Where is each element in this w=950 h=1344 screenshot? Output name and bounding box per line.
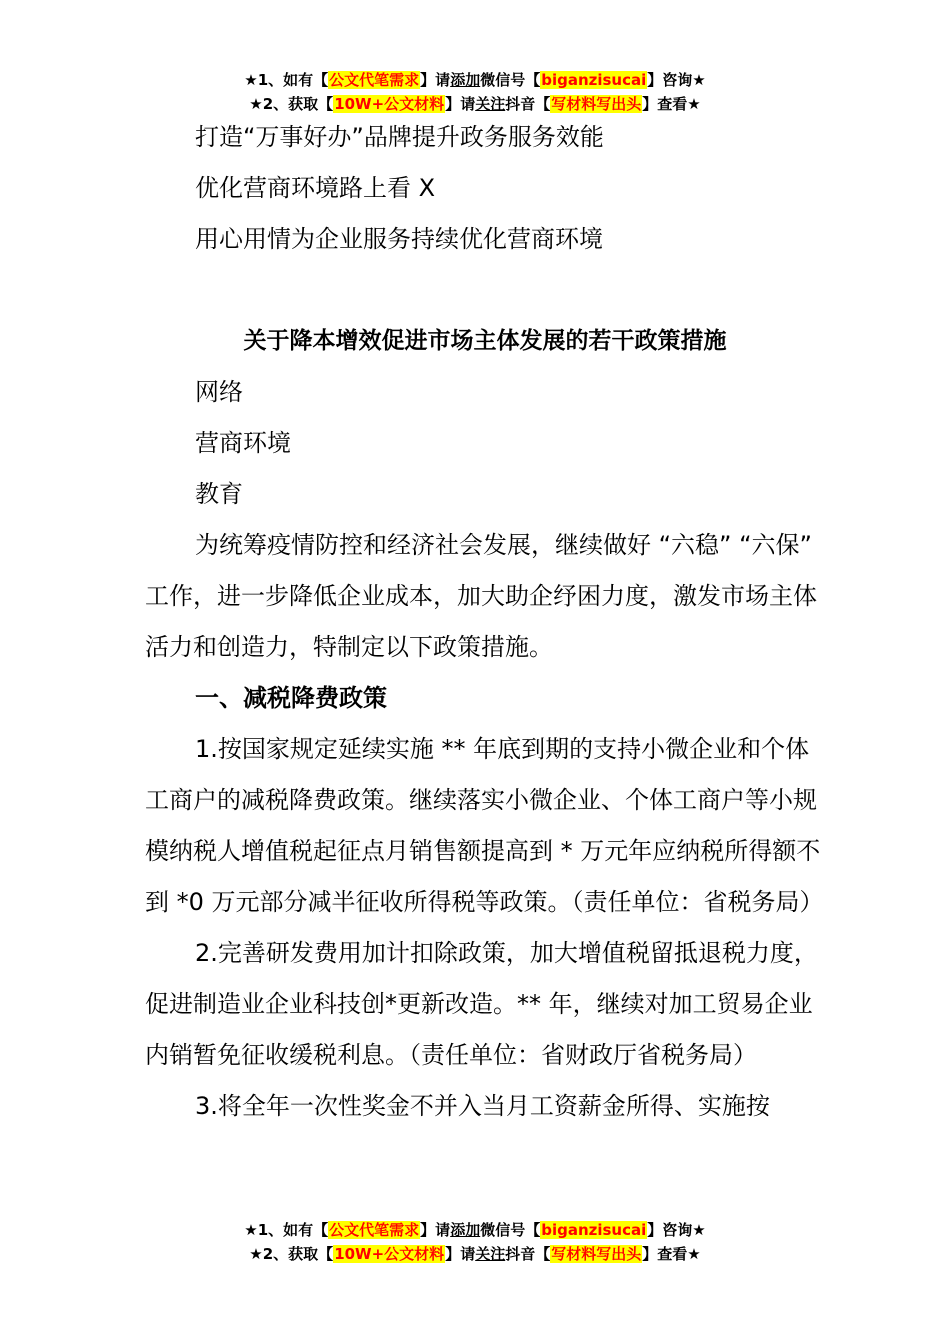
policy-item-2: 2.完善研发费用加计扣除政策，加大增值税留抵退税力度，促进制造业企业科技创*更新改造。** 年，继续对加工贸易企业内销暂免征收缓税利息。（责任单位：省财政厅省税务局） <box>145 939 818 1069</box>
policy-item-1: 1.按国家规定延续实施 ** 年底到期的支持小微企业和个体工商户的减税降费政策。继续落实小微企业、个体工商户等小规模纳税人增值税起征点月销售额提高到 * 万元年应纳税所得额不到 *0 万元部分减半征收所得税等政策。（责任单位：省税务局） <box>145 735 824 916</box>
banner-line-2: ★2、获取【10W+公文材料】请关注抖音【写材料写出头】查看★ <box>249 1245 701 1263</box>
banner-line-2: ★2、获取【10W+公文材料】请关注抖音【写材料写出头】查看★ <box>249 95 701 113</box>
banner-line-1: ★1、如有【公文代笔需求】请添加微信号【biganzisucai】咨询★ <box>244 1221 706 1239</box>
highlight-wechat-id: biganzisucai <box>541 71 647 89</box>
spacer <box>145 265 825 316</box>
document-body <box>145 112 825 1132</box>
intro-paragraph: 为统筹疫情防控和经济社会发展，继续做好 “六稳” “六保” 工作，进一步降低企业成本，加大助企纾困力度，激发市场主体活力和创造力，特制定以下政策措施。 <box>145 531 817 661</box>
highlight-service: 公文代笔需求 <box>329 1221 420 1239</box>
heading-line-2: 优化营商环境路上看 X <box>195 174 436 202</box>
highlight-douyin-id: 写材料写出头 <box>551 1245 642 1263</box>
highlight-wechat-id: biganzisucai <box>541 1221 647 1239</box>
highlight-douyin-id: 写材料写出头 <box>551 95 642 113</box>
heading-line-3: 用心用情为企业服务持续优化营商环境 <box>195 225 603 253</box>
tag-network: 网络 <box>195 378 243 406</box>
policy-item-3: 3.将全年一次性奖金不并入当月工资薪金所得、实施按 <box>195 1092 770 1120</box>
highlight-materials: 10W+公文材料 <box>334 95 445 113</box>
tag-education: 教育 <box>195 480 243 508</box>
section-heading-1: 一、减税降费政策 <box>195 684 387 712</box>
heading-line-1: 打造“万事好办”品牌提升政务服务效能 <box>195 123 604 151</box>
top-banner <box>0 68 950 116</box>
tag-business-environment: 营商环境 <box>195 429 291 457</box>
bottom-banner <box>0 1218 950 1266</box>
document-title: 关于降本增效促进市场主体发展的若干政策措施 <box>243 328 727 354</box>
banner-line-1: ★1、如有【公文代笔需求】请添加微信号【biganzisucai】咨询★ <box>244 71 706 89</box>
highlight-service: 公文代笔需求 <box>329 71 420 89</box>
highlight-materials: 10W+公文材料 <box>334 1245 445 1263</box>
